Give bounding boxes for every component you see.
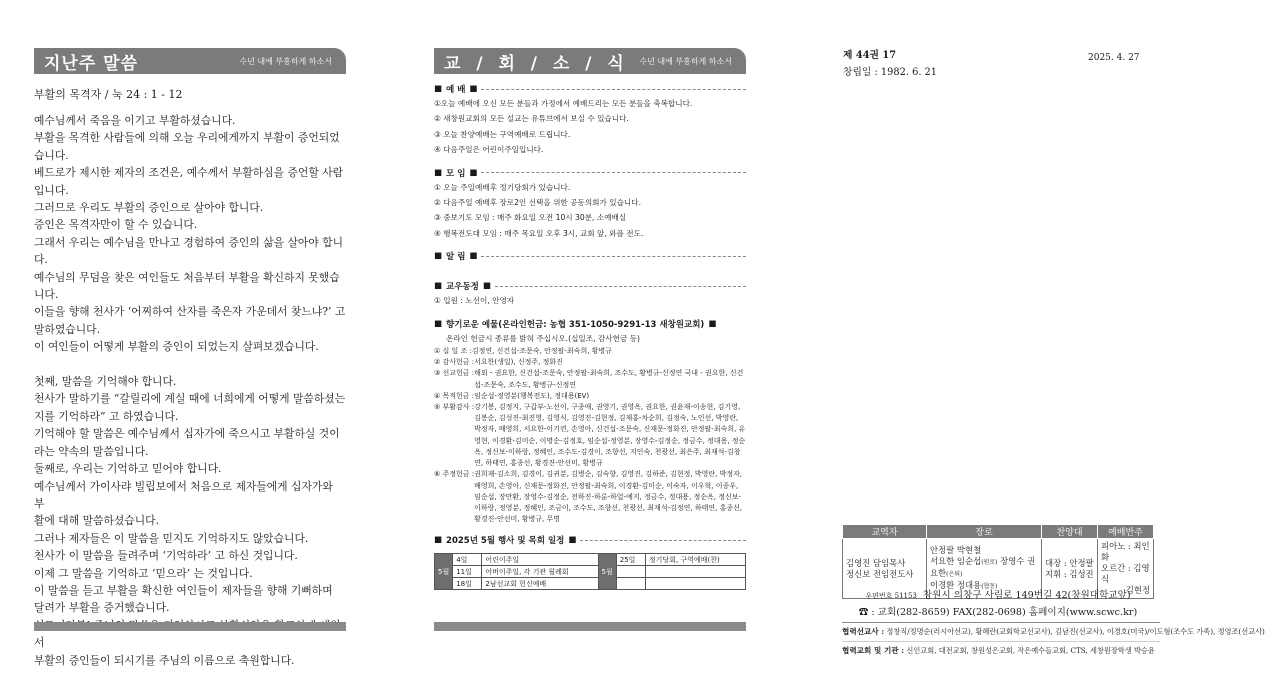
sermon-line: 활에 대해 말씀하셨습니다. xyxy=(34,514,160,528)
volume-number: 제 44권 17 xyxy=(843,50,897,61)
evangelist: 정신보 전임전도사 xyxy=(846,568,914,579)
schedule-day xyxy=(616,566,645,578)
sermon-line: 습니다. xyxy=(34,148,69,162)
offering-label: ⑥ 주정헌금 : xyxy=(434,470,475,479)
meeting-item: ③ 중보기도 모임 : 매주 화요일 오전 10시 30분, 소예배실 xyxy=(434,213,627,223)
staff-header-choir: 찬양대 xyxy=(1042,525,1098,539)
bulletin-date: 2025. 4. 27 xyxy=(1088,53,1140,63)
schedule-event: 어린이주일 xyxy=(482,554,598,566)
members-heading: ■ 교우동정 ■ xyxy=(434,279,746,293)
sermon-line: 입니다. xyxy=(34,183,69,197)
missionaries-list: 정창직/정명순(러시아선교), 황혜란(교회학교선교사), 김남진(선교사), 이경호(미국)/이도형(조수도 가족), 정영조(선교사) xyxy=(886,627,1265,636)
schedule-event: 2남선교회 헌신예배 xyxy=(482,578,598,590)
schedule-month-right: 5월 xyxy=(598,554,616,590)
sermon-line: 이 말씀을 듣고 부활을 확신한 여인들이 제자들을 향해 기뻐하며 xyxy=(34,583,333,597)
sermon-line: 말하였습니다. xyxy=(34,322,101,336)
sermon-line: 베드로가 제시한 제자의 조건은, 예수께서 부활하심을 증언할 사람 xyxy=(34,166,344,180)
offering-label: ④ 목적헌금 : xyxy=(434,391,475,400)
staff-header-accompanist: 예배반주 xyxy=(1098,525,1154,539)
offering-names: 해외 - 권요한, 신건섭-조문숙, 안정팔-최숙희, 조수도, 황병규-신정연 국내 - 권요한, 신건섭-조문숙, 조수도, 황병규-신정연 xyxy=(474,369,744,389)
sermon-line: 그러나 제자들은 이 말씀을 믿지도 기억하지도 않았습니다. xyxy=(34,531,309,545)
news-footer-bar xyxy=(434,622,746,631)
offering-names: 김정연, 신건섭-조문숙, 안정팔-최숙희, 황병규 xyxy=(471,347,612,356)
scripture-reference: 부활의 목격자 / 눅 24 : 1 - 12 xyxy=(34,88,183,101)
worship-item: ④ 다음주일은 어린이주일입니다. xyxy=(434,145,544,155)
choir-leader: 대장 : 안정팔 xyxy=(1045,557,1094,568)
news-header xyxy=(434,48,746,74)
offering-label: ② 감사헌금 : xyxy=(434,358,475,367)
offering-names: 강기봉, 김정지, 구갑부-노선이, 구종애, 권영기, 권영옥, 권요한, 권윤재-이송현, 김기영, 김봉순, 김성진-최진영, 김영식, 김영진-김현정, 김재홍-차순희, 김정숙, 노인선, 박영란, 박정자, 배영희, 서요한-이기련, 손영아, 신건섭-조문숙, 신재문-정화진, 안정팔-최숙희, 유영현, 이경환-김미순, 이명순-김정호, 임순섭-정영분, 장영수-김정순, 정금수, 정대용, 정순옥, 정신보-이하랑, 정혜인, 조수도-김경이, 조향선, 지인숙, 천광선, 최은주, 최재석-김창연, 하태연, 홍종선, 황경진-안선미, 황병규 xyxy=(474,403,746,468)
schedule-day xyxy=(616,578,645,590)
sermon-panel xyxy=(34,48,346,669)
offering-list xyxy=(434,346,746,525)
sermon-line: 천사가 이 말씀을 들려주며 ‘기억하라’ 고 하신 것입니다. xyxy=(34,549,298,563)
offering-label: ⑤ 부활감사 : xyxy=(434,403,475,412)
sermon-line: 라는 약속의 말씀입니다. xyxy=(34,444,149,458)
schedule-day: 18일 xyxy=(453,578,482,590)
sermon-line: 니다. xyxy=(34,288,59,302)
worship-item: ② 새창원교회의 모든 설교는 유튜브에서 보실 수 있습니다. xyxy=(434,114,629,124)
sermon-header xyxy=(34,48,346,74)
offering-heading: ■ 향기로운 예물(온라인헌금: 농협 351-1050-9291-13 새창원교회) ■ xyxy=(434,318,717,330)
elders-line: 서요한 임순섭(원로) 장영수 권요한(은퇴) xyxy=(929,556,1036,578)
staff-header-elder: 장로 xyxy=(926,525,1041,539)
sermon-line: 그러므로 우리도 부활의 증인으로 살아야 합니다. xyxy=(34,201,264,215)
schedule-event xyxy=(645,566,745,578)
sermon-line: 그래서 우리는 예수님을 만나고 경험하여 증인의 삶을 살아야 합니다. xyxy=(34,235,344,267)
sermon-line xyxy=(34,356,346,373)
elders-line: 안정팔 박현철 xyxy=(929,545,982,555)
elders-line: 이경환 정대용(협동) xyxy=(929,580,998,590)
schedule-event: 어버이주일, 각 기관 월례회 xyxy=(482,566,598,578)
offering-label: ① 십 일 조 : xyxy=(434,347,472,356)
sermon-line: 기억해야 할 말씀은 예수님께서 십자가에 죽으시고 부활하실 것이 xyxy=(34,427,340,441)
sermon-line: 부활의 증인들이 되시기를 주님의 이름으로 축원합니다. xyxy=(34,653,295,667)
sermon-line: 예수님께서 가이사랴 빌립보에서 처음으로 제자들에게 십자가와 부 xyxy=(34,479,333,510)
schedule-heading: ■ 2025년 5월 행사 및 목회 일정 ■ xyxy=(434,533,746,547)
news-panel xyxy=(434,48,746,590)
sermon-line: 첫째, 말씀을 기억해야 합니다. xyxy=(34,375,177,389)
contact-line: ☎ : 교회(282-8659) FAX(282-0698) 홈페이지(www.scwc.kr) xyxy=(858,606,1138,618)
meeting-item: ④ 행복전도대 모임 : 매주 목요일 오후 3시, 교회 앞, 와플 전도. xyxy=(434,228,644,238)
sermon-line: 증인은 목격자만이 할 수 있습니다. xyxy=(34,218,198,232)
offering-row xyxy=(434,368,746,390)
sermon-line: 예수님께서 죽음을 이기고 부활하셨습니다. xyxy=(34,114,236,127)
offering-names: 임순섭-정영분(행복전도), 정대용(EV) xyxy=(474,391,590,400)
sermon-line: 달려가 부활을 증거했습니다. xyxy=(34,601,170,615)
partners-label: 협력교회 및 기관 : xyxy=(842,646,905,655)
offering-names: 서요한(생일), 신정주, 정화진 xyxy=(474,358,563,367)
partners-list: 신인교회, 대전교회, 창원성은교회, 작은예수들교회, CTS, 세창원장학생 박승윤 xyxy=(906,646,1155,655)
sermon-footer-bar xyxy=(34,622,346,631)
meeting-list xyxy=(434,180,746,242)
missionaries-label: 협력선교사 : xyxy=(842,627,885,636)
schedule-month-left: 5월 xyxy=(435,554,453,590)
members-list xyxy=(434,293,746,308)
schedule-event: 정기당회, 구역예배(찬) xyxy=(645,554,745,566)
schedule-day: 4일 xyxy=(453,554,482,566)
postcode: 우편번호 51153 xyxy=(865,592,917,600)
offering-label: ③ 선교헌금 : xyxy=(434,369,475,378)
organist: 오르간 : 김영식 xyxy=(1101,563,1150,584)
choir-conductor: 지휘 : 김성진 xyxy=(1045,568,1094,579)
worship-item: ③ 오늘 찬양예배는 구역예배로 드립니다. xyxy=(434,129,571,139)
sermon-title: 지난주 말씀 xyxy=(44,54,139,74)
notice-heading: ■ 알 림 ■ xyxy=(434,249,746,263)
sermon-line: 둘째로, 우리는 기억하고 믿어야 합니다. xyxy=(34,462,222,476)
offering-row xyxy=(434,391,746,402)
sermon-line: 이제 그 말씀을 기억하고 ‘믿으라’ 는 것입니다. xyxy=(34,566,253,580)
worship-list xyxy=(434,96,746,158)
meeting-item: ① 오늘 주일예배후 정기당회가 있습니다. xyxy=(434,182,571,192)
street-address: 창원시 의창구 사림로 149번길 42(창원대학교앞) xyxy=(922,590,1131,601)
organist-2: 김현정 xyxy=(1125,585,1150,595)
sermon-line: 이들을 향해 천사가 ‘어찌하여 산자를 죽은자 가운데서 찾느냐?’ 고 xyxy=(34,305,346,319)
offering-row xyxy=(434,357,746,368)
sermon-line: 천사가 말하기를 “갈릴리에 계실 때에 너희에게 어떻게 말씀하셨는 xyxy=(34,392,346,406)
sermon-line: 부활을 목격한 사람들에 의해 오늘 우리에게까지 부활이 증언되었 xyxy=(34,131,340,145)
sermon-line: 지를 기억하라” 고 하였습니다. xyxy=(34,409,179,423)
founding-date: 창립일 : 1982. 6. 21 xyxy=(843,67,938,78)
meeting-item: ② 다음주일 예배후 장로2인 선택을 위한 공동의회가 있습니다. xyxy=(434,198,642,208)
news-motto: 수년 내에 부흥하게 하소서 xyxy=(639,57,732,66)
sermon-line: 서 xyxy=(34,636,45,650)
schedule-table xyxy=(434,553,746,590)
cooperation-info xyxy=(842,622,1265,660)
members-item: ① 입원 : 노선이, 안영자 xyxy=(434,296,515,306)
staff-header-pastor: 교역자 xyxy=(843,525,927,539)
offering-row xyxy=(434,402,746,469)
bulletin-meta xyxy=(843,47,937,81)
offering-row xyxy=(434,469,746,525)
meeting-heading: ■ 모 임 ■ xyxy=(434,166,746,180)
church-address xyxy=(842,588,1154,620)
offering-row xyxy=(434,346,746,357)
pastor: 김영진 담임목사 xyxy=(846,557,906,568)
schedule-event xyxy=(645,578,745,590)
worship-heading: ■ 예 배 ■ xyxy=(434,82,746,96)
offering-note: 온라인 헌금시 종류를 밝혀 주십시오.(십일조, 감사헌금 등) xyxy=(446,333,640,343)
schedule-day: 25일 xyxy=(616,554,645,566)
worship-item: ①오늘 예배에 오신 모든 분들과 가정에서 예배드리는 모든 분들을 축복합니다. xyxy=(434,99,693,108)
schedule-day: 11일 xyxy=(453,566,482,578)
sermon-motto: 수년 내에 부흥하게 하소서 xyxy=(239,57,332,66)
offering-names: 권희재-김소희, 김경이, 김귀분, 김병순, 김숙향, 김영진, 김하준, 김현정, 박영란, 박정자, 배영희, 손영아, 신재문-정화진, 안정팔-최숙희, 이경환-김미순, 이숙자, 이우혁, 이종우, 임순섭, 장만환, 장영수-김정순, 전하진-하룬-하얼-예지, 정금수, 정대용, 정순옥, 정신보-이하랑, 정영분, 정혜인, 조금이, 조수도, 조향선, 천광선, 최재석-김정연, 하태연, 홍종선, 황경진-안선미, 황병규, 무명 xyxy=(474,470,743,524)
sermon-body xyxy=(34,112,346,669)
sermon-line: 예수님의 무덤을 찾은 여인들도 처음부터 부활을 확신하지 못했습 xyxy=(34,270,340,284)
pianist: 피아노 : 최인화 xyxy=(1101,541,1150,562)
sermon-line: 이 여인들이 어떻게 부활의 증인이 되었는지 살펴보겠습니다. xyxy=(34,340,319,354)
news-title: 교 / 회 / 소 / 식 xyxy=(444,54,629,74)
